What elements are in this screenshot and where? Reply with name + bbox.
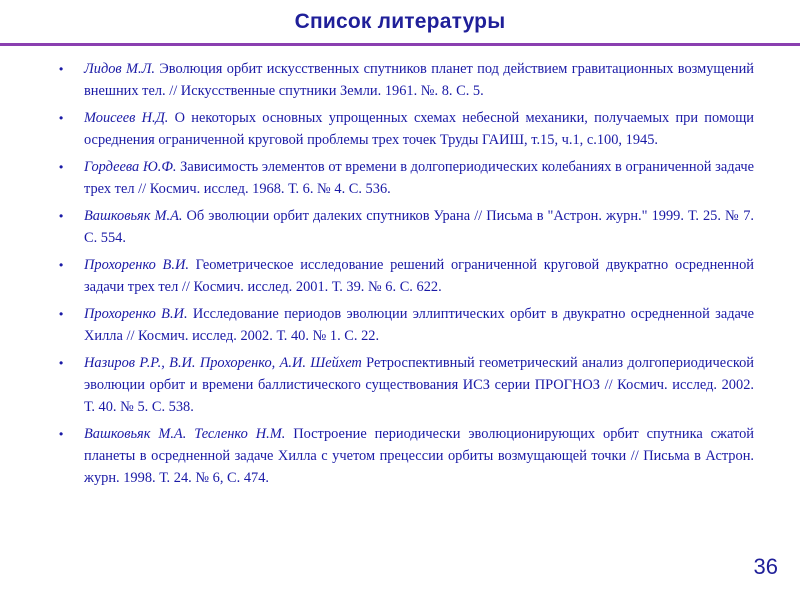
reference-text: Зависимость элементов от времени в долгопериодических колебаниях в ограниченной задаче трех тел // Космич. исслед. 1968. Т. 6. № 4. С. 536. xyxy=(84,159,754,197)
bullet-icon: • xyxy=(59,62,64,76)
reference-item xyxy=(56,107,754,151)
reference-item xyxy=(56,254,754,298)
reference-text: Эволюция орбит искусственных спутников планет под действием гравитационных возмущений внешних тел. // Искусственные спутники Земли. 1961. №. 8. С. 5. xyxy=(84,61,754,99)
bullet-icon: • xyxy=(59,160,64,174)
title-divider xyxy=(0,43,800,46)
reference-text: Геометрическое исследование решений ограниченной круговой двукратно осредненной задачи трех тел // Космич. исслед. 2001. Т. 39. № 6. С. 622. xyxy=(84,257,754,295)
bullet-icon: • xyxy=(59,307,64,321)
reference-author: Назиров Р.Р., В.И. Прохоренко, А.И. Шейхет xyxy=(84,355,362,371)
reference-author: Прохоренко В.И. xyxy=(84,306,188,322)
bullet-icon: • xyxy=(59,111,64,125)
reference-author: Гордеева Ю.Ф. xyxy=(84,159,177,175)
reference-item xyxy=(56,156,754,200)
reference-author: Прохоренко В.И. xyxy=(84,257,189,273)
reference-text: Ретроспективный геометрический анализ долгопериодической эволюции орбит и времени баллистического существования ИСЗ серии ПРОГНОЗ // Космич. исслед. 2002. Т. 40. № 5. С. 538. xyxy=(84,355,754,415)
reference-text: Об эволюции орбит далеких спутников Урана // Письма в "Астрон. журн." 1999. Т. 25. № 7. С. 554. xyxy=(84,208,755,246)
reference-item xyxy=(56,58,754,102)
bullet-icon: • xyxy=(59,427,64,441)
reference-item xyxy=(56,303,754,347)
bullet-icon: • xyxy=(59,209,64,223)
slide-title: Список литературы xyxy=(294,10,506,33)
reference-author: Вашковьяк М.А. xyxy=(84,208,183,224)
reference-text: О некоторых основных упрощенных схемах небесной механики, получаемых при помощи осреднения ограниченной круговой проблемы трех точек Труды ГАИШ, т.15, ч.1, с.100, 1945. xyxy=(84,110,755,148)
reference-item xyxy=(56,352,754,418)
reference-author: Моисеев Н.Д. xyxy=(84,110,169,126)
page-number: 36 xyxy=(753,554,778,579)
reference-text: Построение периодически эволюционирующих орбит спутника сжатой планеты в осредненной задаче Хилла с учетом прецессии орбиты возмущающей точки // Письма в Астрон. журн. 1998. Т. 24. № 6, С. 474. xyxy=(84,426,754,486)
reference-item xyxy=(56,423,754,489)
bullet-icon: • xyxy=(59,258,64,272)
reference-author: Вашковьяк М.А. Тесленко Н.М. xyxy=(84,426,286,442)
reference-author: Лидов М.Л. xyxy=(84,61,155,77)
reference-text: Исследование периодов эволюции эллиптических орбит в двукратно осредненной задаче Хилла // Космич. исслед. 2002. Т. 40. № 1. С. 22. xyxy=(84,306,754,344)
reference-item xyxy=(56,205,754,249)
reference-list xyxy=(56,58,754,494)
bullet-icon: • xyxy=(59,356,64,370)
